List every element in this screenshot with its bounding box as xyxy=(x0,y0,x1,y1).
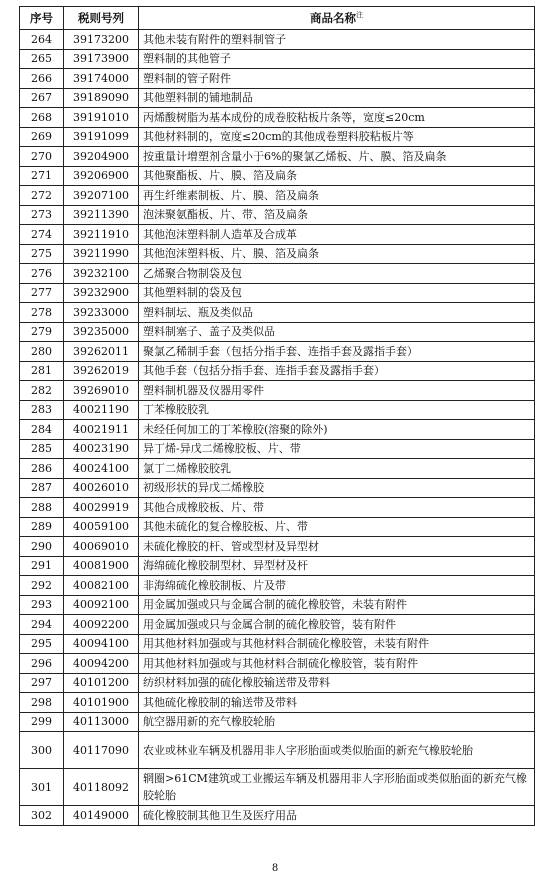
cell-tariff-code: 40024100 xyxy=(64,459,139,479)
table-row xyxy=(20,556,535,576)
cell-serial-no: 281 xyxy=(20,361,64,381)
cell-serial-no: 276 xyxy=(20,264,64,284)
cell-serial-no: 275 xyxy=(20,244,64,264)
cell-tariff-code: 40092100 xyxy=(64,595,139,615)
cell-tariff-code: 40021190 xyxy=(64,400,139,420)
cell-product-name: 其他未硫化的复合橡胶板、片、带 xyxy=(139,517,535,537)
cell-tariff-code: 40149000 xyxy=(64,806,139,826)
cell-serial-no: 268 xyxy=(20,108,64,128)
cell-tariff-code: 40094100 xyxy=(64,634,139,654)
table-row xyxy=(20,769,535,806)
cell-serial-no: 270 xyxy=(20,147,64,167)
table-row xyxy=(20,166,535,186)
header-product-name xyxy=(139,7,535,30)
table-row xyxy=(20,88,535,108)
cell-tariff-code: 39211910 xyxy=(64,225,139,245)
table-row xyxy=(20,244,535,264)
table-row xyxy=(20,459,535,479)
table-row xyxy=(20,517,535,537)
cell-tariff-code: 39173200 xyxy=(64,30,139,50)
cell-tariff-code: 39232900 xyxy=(64,283,139,303)
cell-tariff-code: 40118092 xyxy=(64,769,139,806)
cell-tariff-code: 40081900 xyxy=(64,556,139,576)
cell-product-name: 丁苯橡胶胶乳 xyxy=(139,400,535,420)
cell-tariff-code: 39189090 xyxy=(64,88,139,108)
table-row xyxy=(20,30,535,50)
table-row xyxy=(20,303,535,323)
cell-product-name: 聚氯乙稀制手套（包括分指手套、连指手套及露指手套） xyxy=(139,342,535,362)
table-header-row xyxy=(20,7,535,30)
cell-product-name: 泡沫聚氨酯板、片、带、箔及扁条 xyxy=(139,205,535,225)
table-row xyxy=(20,576,535,596)
cell-serial-no: 266 xyxy=(20,69,64,89)
cell-tariff-code: 40029919 xyxy=(64,498,139,518)
cell-serial-no: 269 xyxy=(20,127,64,147)
cell-tariff-code: 40023190 xyxy=(64,439,139,459)
cell-serial-no: 267 xyxy=(20,88,64,108)
cell-serial-no: 294 xyxy=(20,615,64,635)
cell-product-name: 未经任何加工的丁苯橡胶(溶聚的除外) xyxy=(139,420,535,440)
cell-tariff-code: 40101900 xyxy=(64,693,139,713)
table-row xyxy=(20,595,535,615)
cell-tariff-code: 39207100 xyxy=(64,186,139,206)
header-product-name-label: 商品名称 xyxy=(310,11,356,25)
cell-tariff-code: 40059100 xyxy=(64,517,139,537)
cell-serial-no: 280 xyxy=(20,342,64,362)
table-row xyxy=(20,712,535,732)
cell-tariff-code: 39211390 xyxy=(64,205,139,225)
cell-serial-no: 288 xyxy=(20,498,64,518)
cell-tariff-code: 40082100 xyxy=(64,576,139,596)
cell-product-name: 未硫化橡胶的杆、管或型材及异型材 xyxy=(139,537,535,557)
cell-product-name: 其他手套（包括分指手套、连指手套及露指手套） xyxy=(139,361,535,381)
cell-product-name: 其他合成橡胶板、片、带 xyxy=(139,498,535,518)
cell-product-name: 其他材料制的，宽度≤20cm的其他成卷塑料胶粘板片等 xyxy=(139,127,535,147)
cell-tariff-code: 40113000 xyxy=(64,712,139,732)
table-body xyxy=(20,30,535,826)
table-row xyxy=(20,147,535,167)
table-row xyxy=(20,361,535,381)
cell-product-name: 氯丁二烯橡胶胶乳 xyxy=(139,459,535,479)
cell-tariff-code: 39191010 xyxy=(64,108,139,128)
table-row xyxy=(20,283,535,303)
cell-serial-no: 284 xyxy=(20,420,64,440)
table-row xyxy=(20,69,535,89)
table-row xyxy=(20,225,535,245)
cell-serial-no: 298 xyxy=(20,693,64,713)
table-row xyxy=(20,108,535,128)
header-note-marker: 注 xyxy=(356,11,363,20)
cell-serial-no: 299 xyxy=(20,712,64,732)
table-row xyxy=(20,478,535,498)
cell-serial-no: 265 xyxy=(20,49,64,69)
cell-serial-no: 293 xyxy=(20,595,64,615)
cell-product-name: 其他泡沫塑料板、片、膜、箔及扁条 xyxy=(139,244,535,264)
cell-product-name: 其他未装有附件的塑料制管子 xyxy=(139,30,535,50)
cell-product-name: 塑料制塞子、盖子及类似品 xyxy=(139,322,535,342)
cell-serial-no: 285 xyxy=(20,439,64,459)
cell-product-name: 其他塑料制的铺地制品 xyxy=(139,88,535,108)
table-row xyxy=(20,615,535,635)
table-row xyxy=(20,654,535,674)
cell-serial-no: 291 xyxy=(20,556,64,576)
cell-tariff-code: 40101200 xyxy=(64,673,139,693)
cell-product-name: 辋圈>61CM建筑或工业搬运车辆及机器用非人字形胎面或类似胎面的新充气橡胶轮胎 xyxy=(139,769,535,806)
cell-tariff-code: 40094200 xyxy=(64,654,139,674)
cell-tariff-code: 40026010 xyxy=(64,478,139,498)
cell-tariff-code: 39262019 xyxy=(64,361,139,381)
cell-serial-no: 278 xyxy=(20,303,64,323)
cell-serial-no: 279 xyxy=(20,322,64,342)
cell-product-name: 用其他材料加强或与其他材料合制硫化橡胶管，未装有附件 xyxy=(139,634,535,654)
cell-serial-no: 273 xyxy=(20,205,64,225)
header-tariff-code: 税则号列 xyxy=(64,7,139,30)
table-row xyxy=(20,322,535,342)
cell-tariff-code: 39232100 xyxy=(64,264,139,284)
table-row xyxy=(20,673,535,693)
cell-serial-no: 302 xyxy=(20,806,64,826)
table-row xyxy=(20,127,535,147)
cell-product-name: 塑料制机器及仪器用零件 xyxy=(139,381,535,401)
table-row xyxy=(20,381,535,401)
cell-serial-no: 283 xyxy=(20,400,64,420)
cell-serial-no: 292 xyxy=(20,576,64,596)
cell-product-name: 初级形状的异戊二烯橡胶 xyxy=(139,478,535,498)
cell-tariff-code: 39235000 xyxy=(64,322,139,342)
table-row xyxy=(20,693,535,713)
cell-tariff-code: 39173900 xyxy=(64,49,139,69)
cell-serial-no: 282 xyxy=(20,381,64,401)
cell-product-name: 其他塑料制的袋及包 xyxy=(139,283,535,303)
table-row xyxy=(20,49,535,69)
cell-product-name: 农业或林业车辆及机器用非人字形胎面或类似胎面的新充气橡胶轮胎 xyxy=(139,732,535,769)
cell-serial-no: 301 xyxy=(20,769,64,806)
cell-tariff-code: 39262011 xyxy=(64,342,139,362)
cell-serial-no: 297 xyxy=(20,673,64,693)
cell-product-name: 其他硫化橡胶制的输送带及带料 xyxy=(139,693,535,713)
cell-tariff-code: 39269010 xyxy=(64,381,139,401)
cell-serial-no: 300 xyxy=(20,732,64,769)
cell-serial-no: 277 xyxy=(20,283,64,303)
cell-product-name: 硫化橡胶制其他卫生及医疗用品 xyxy=(139,806,535,826)
table-row xyxy=(20,634,535,654)
cell-product-name: 再生纤维素制板、片、膜、箔及扁条 xyxy=(139,186,535,206)
cell-tariff-code: 39204900 xyxy=(64,147,139,167)
table-row xyxy=(20,732,535,769)
cell-tariff-code: 40021911 xyxy=(64,420,139,440)
cell-product-name: 塑料制坛、瓶及类似品 xyxy=(139,303,535,323)
header-serial-no: 序号 xyxy=(20,7,64,30)
cell-product-name: 用金属加强或只与金属合制的硫化橡胶管，装有附件 xyxy=(139,615,535,635)
cell-product-name: 纺织材料加强的硫化橡胶输送带及带料 xyxy=(139,673,535,693)
cell-product-name: 塑料制的管子附件 xyxy=(139,69,535,89)
cell-product-name: 用金属加强或只与金属合制的硫化橡胶管，未装有附件 xyxy=(139,595,535,615)
cell-product-name: 其他聚酯板、片、膜、箔及扁条 xyxy=(139,166,535,186)
cell-tariff-code: 40092200 xyxy=(64,615,139,635)
table-row xyxy=(20,498,535,518)
cell-tariff-code: 40117090 xyxy=(64,732,139,769)
cell-tariff-code: 39233000 xyxy=(64,303,139,323)
table-row xyxy=(20,400,535,420)
cell-product-name: 航空器用新的充气橡胶轮胎 xyxy=(139,712,535,732)
cell-serial-no: 286 xyxy=(20,459,64,479)
cell-serial-no: 290 xyxy=(20,537,64,557)
table-row xyxy=(20,439,535,459)
table-row xyxy=(20,342,535,362)
table-row xyxy=(20,806,535,826)
cell-tariff-code: 39174000 xyxy=(64,69,139,89)
table-row xyxy=(20,537,535,557)
cell-product-name: 按重量计增塑剂含量小于6%的聚氯乙烯板、片、膜、箔及扁条 xyxy=(139,147,535,167)
cell-product-name: 非海绵硫化橡胶制板、片及带 xyxy=(139,576,535,596)
cell-tariff-code: 39191099 xyxy=(64,127,139,147)
cell-serial-no: 295 xyxy=(20,634,64,654)
cell-product-name: 异丁烯-异戊二烯橡胶板、片、带 xyxy=(139,439,535,459)
cell-product-name: 用其他材料加强或与其他材料合制硫化橡胶管，装有附件 xyxy=(139,654,535,674)
cell-tariff-code: 39206900 xyxy=(64,166,139,186)
tariff-table xyxy=(19,6,535,826)
cell-product-name: 丙烯酸树脂为基本成份的成卷胶粘板片条等，宽度≤20cm xyxy=(139,108,535,128)
table-row xyxy=(20,186,535,206)
cell-product-name: 乙烯聚合物制袋及包 xyxy=(139,264,535,284)
cell-product-name: 其他泡沫塑料制人造革及合成革 xyxy=(139,225,535,245)
cell-product-name: 海绵硫化橡胶制型材、异型材及杆 xyxy=(139,556,535,576)
cell-tariff-code: 39211990 xyxy=(64,244,139,264)
cell-serial-no: 274 xyxy=(20,225,64,245)
table-row xyxy=(20,420,535,440)
table-row xyxy=(20,264,535,284)
cell-product-name: 塑料制的其他管子 xyxy=(139,49,535,69)
cell-serial-no: 272 xyxy=(20,186,64,206)
cell-serial-no: 289 xyxy=(20,517,64,537)
cell-serial-no: 296 xyxy=(20,654,64,674)
table-row xyxy=(20,205,535,225)
cell-serial-no: 287 xyxy=(20,478,64,498)
page-number: 8 xyxy=(271,863,279,874)
cell-serial-no: 264 xyxy=(20,30,64,50)
cell-serial-no: 271 xyxy=(20,166,64,186)
cell-tariff-code: 40069010 xyxy=(64,537,139,557)
